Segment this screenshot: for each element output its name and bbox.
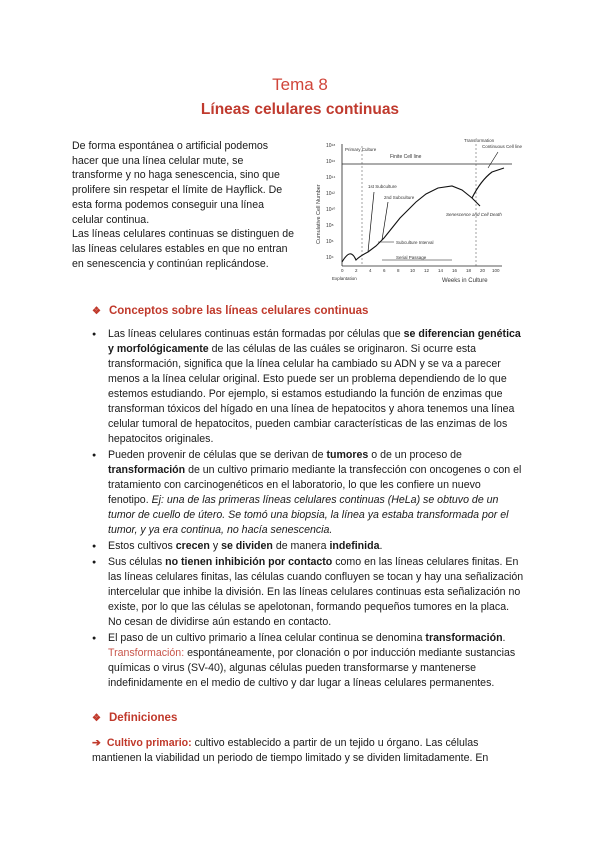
list-item [92,631,524,691]
bold-text: no tienen inhibición por contacto [165,556,333,568]
bold-text: transformación [425,632,503,644]
section-heading-definitions [92,712,177,724]
y-tick: 10¹⁸ [326,143,336,149]
finite-cell-line-label: Finite Cell line [390,154,422,160]
y-tick: 10¹² [326,191,335,197]
text: Pueden provenir de células que se derivan de [108,449,327,461]
x-tick: 20 [480,268,486,273]
text: Las líneas celulares continuas están formadas por células que [108,328,404,340]
x-tick: 8 [397,268,400,273]
intro-paragraph-2: Las líneas celulares continuas se distinguen de las líneas celulares estables en que no entran en senescencia y continúan replicándose. [72,228,295,270]
text: de un cultivo primario mediante la transfección con oncogenes o con el tratamiento con carcinogenéticos en el laboratorio, lo que les confiere un nuevo fenotipo. [108,464,522,506]
y-tick: 10¹⁰ [326,207,336,213]
page-title: Líneas celulares continuas [200,101,400,118]
bold-text: tumores [326,449,369,461]
transformation-label: Transformation [464,138,495,143]
subculture-interval-label: Subculture Interval [396,240,434,245]
primary-culture-label: Primary Culture [345,147,377,152]
y-tick: 10⁴ [326,255,334,261]
text: de las células de las cuáles se originaron. Si ocurre esta transformación, significa que la línea celular ha cambiado su ADN y se va a parecer menos a la línea celular original. Esto puede ser un problema dependiendo de lo que estemos estudiando. Por ejemplo, si estamos estudiando la función de enzimas que transforman tóxicos del hígado en una línea de hepatocitos y ahora tenemos una línea celular tumoral de hepatocitos, pueden cambiar características de las enzimas de los hepatocitos originales. [108,343,515,445]
text: . [502,632,506,644]
serial-passage-label: Serial Passage [396,255,427,260]
diamond-bullet-icon: ❖ [92,713,101,724]
y-tick: 10¹⁴ [326,175,336,181]
definition-term: Cultivo primario: [106,737,192,749]
y-tick-labels [326,143,335,261]
x-tick: 10 [410,268,416,273]
bold-text: se diferencian genética y morfológicamente [108,328,521,355]
x-tick: 18 [466,268,472,273]
bold-text: transformación [108,464,186,476]
text: Estos cultivos [108,540,176,552]
x-tick: 14 [438,268,444,273]
y-tick: 10¹⁶ [326,159,336,165]
text: . [379,540,383,552]
text: Sus células [108,556,166,568]
bold-text: indefinida [329,540,380,552]
second-subculture-label: 2nd Subculture [384,195,415,200]
x-tick: 0 [341,268,344,273]
section-heading-concepts [92,305,368,317]
y-tick: 10⁸ [326,223,334,229]
bold-text: se dividen [221,540,273,552]
x-tick: 4 [369,268,372,273]
text: espontáneamente, por clonación o por inducción mediante sustancias químicas o virus (SV-40), algunas células pueden transformarse y mantenerse indefinidamente en el medio de cultivo y dar lugar a líneas celulares permanentes. [108,647,516,689]
text: como en las líneas celulares finitas. En las líneas celulares finitas, las células cuando confluyen se tocan y hay una señalización intercelular que inhibe la división. En las líneas celulares continuas esta señalización no existe, por lo que las células se apelotonan, formando pequeños tumores en la placa. No cesan de dividirse aún estando en contacto. [108,556,524,628]
section-heading-text: Definiciones [108,712,178,724]
cell-growth-figure [312,134,523,292]
continuous-cell-line-label: Continuous Cell line [482,144,523,149]
diamond-bullet-icon: ❖ [92,306,101,317]
subculture-1-line [368,192,374,252]
arrow-icon: ➔ [92,737,101,749]
text: y [209,540,222,552]
bold-text: crecen [175,540,210,552]
concepts-list [92,327,524,692]
chapter-number: Tema 8 [272,75,328,94]
y-axis-label: Cumulative Cell Number [316,184,322,244]
explantation-label: Explantation [332,276,357,281]
x-tick: 16 [452,268,458,273]
text: o de un proceso de [368,449,462,461]
senescence-label: Senescence and Cell Death [446,212,502,217]
x-axis-label: Weeks in Culture [442,278,488,284]
list-item [92,327,524,447]
example-text: Ej: una de las primeras líneas celulares continuas (HeLa) se obtuvo de un tumor de cuello de útero. Se tomó una biopsia, la línea ya estaba transformada por el tumor, y ya era continua, no hacía senescencia. [108,494,509,536]
text: El paso de un cultivo primario a línea celular continua se denomina [108,632,426,644]
list-item [92,555,524,630]
x-tick: 6 [383,268,386,273]
x-tick: 2 [355,268,358,273]
continuous-pointer [488,152,498,168]
continuous-curve [472,168,504,198]
list-item [92,539,524,554]
growth-curve-diagram [312,134,523,292]
x-tick-labels [341,268,500,273]
y-tick: 10⁶ [326,239,334,245]
text: de manera [272,540,330,552]
intro-text [72,139,296,271]
intro-paragraph-1: De forma espontánea o artificial podemos hacer que una línea celular mute, se transforme y no haga senescencia, sino que prolifere sin respetar el límite de Hayflick. De esta forma podemos conseguir una línea celular continua. [72,140,283,226]
highlight-text: Transformación: [108,647,185,659]
section-heading-text: Conceptos sobre las líneas celulares continuas [108,305,369,317]
x-tick: 12 [424,268,430,273]
first-subculture-label: 1st Subculture [368,184,397,189]
definition-item [92,736,524,766]
list-item [92,448,524,538]
definition-text: cultivo establecido a partir de un tejido u órgano. Las células mantienen la viabilidad un periodo de tiempo limitado y se dividen limitadamente. En [92,737,489,764]
x-tick: 100 [492,268,500,273]
